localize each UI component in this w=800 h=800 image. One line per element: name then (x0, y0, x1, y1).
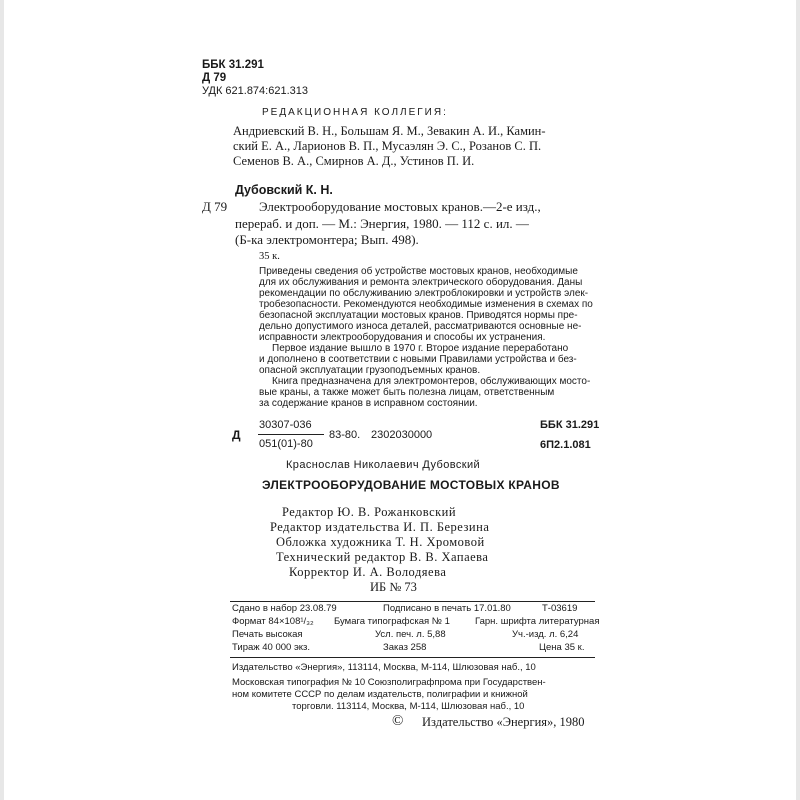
copyright-icon: © (392, 713, 404, 729)
abstract-line: и дополнено в соответствии с новыми Правилами устройства и без- (259, 354, 577, 365)
book-title: ЭЛЕКТРООБОРУДОВАНИЕ МОСТОВЫХ КРАНОВ (262, 478, 560, 492)
index-code: 6П2.1.081 (540, 439, 591, 451)
index-number: 2302030000 (371, 429, 433, 441)
board-line: Семенов В. А., Смирнов А. Д., Устинов П. И. (233, 154, 475, 168)
book-description-line: Электрооборудование мостовых кранов.—2-е изд., (259, 199, 541, 214)
staff-cover-artist: Обложка художника Т. Н. Хромовой (276, 535, 485, 549)
spec-cell: Усл. печ. л. 5,88 (375, 629, 446, 640)
abstract-line: Книга предназначена для электромонтеров, обслуживающих мосто- (272, 376, 591, 387)
staff-editor: Редактор Ю. В. Рожанковский (282, 505, 457, 519)
abstract-line: опасной эксплуатации грузоподъемных кранов. (259, 365, 481, 376)
editorial-board-title: РЕДАКЦИОННАЯ КОЛЛЕГИЯ: (262, 107, 448, 118)
specs-bottom-rule (230, 657, 595, 658)
fraction-line (258, 434, 324, 435)
abstract-line: вые краны, а также может быть полезна лицам, ответственным (259, 387, 555, 398)
left-border (0, 0, 4, 800)
abstract-line: Приведены сведения об устройстве мостовых кранов, необходимые (259, 266, 578, 277)
spec-cell: Бумага типографская № 1 (334, 616, 450, 627)
spec-cell: Подписано в печать 17.01.80 (383, 603, 511, 614)
staff-proofreader: Корректор И. А. Володяева (289, 565, 447, 579)
index-middle: 83-80. (329, 429, 361, 441)
abstract-line: рекомендации по обслуживанию электроблокировки и устройств элек- (259, 288, 589, 299)
author-full-name: Краснослав Николаевич Дубовский (286, 459, 481, 471)
abstract-line: исправности электрооборудования и способы их устранения. (259, 332, 546, 343)
copyright-text: Издательство «Энергия», 1980 (422, 715, 585, 729)
index-denominator: 051(01)-80 (259, 438, 313, 450)
spec-cell: Заказ 258 (383, 642, 427, 653)
spec-cell: Т-03619 (542, 603, 578, 614)
udk-code: УДК 621.874:621.313 (202, 85, 308, 97)
staff-publishing-editor: Редактор издательства И. П. Березина (270, 520, 490, 534)
board-line: ский Е. А., Ларионов В. П., Мусаэлян Э. С., Розанов С. П. (233, 139, 542, 153)
ib-number: ИБ № 73 (370, 580, 417, 594)
right-border (796, 0, 800, 800)
spec-cell: Гарн. шрифта литературная (475, 616, 600, 627)
spec-cell: Тираж 40 000 экз. (232, 642, 311, 653)
printer-line: торговли. 113114, Москва, М-114, Шлюзовая наб., 10 (292, 701, 525, 712)
spec-cell: Формат 84×108¹/₃₂ (232, 616, 314, 627)
index-bbk: ББК 31.291 (540, 419, 600, 431)
index-numerator: 30307-036 (259, 419, 312, 431)
spec-cell: Печать высокая (232, 629, 303, 640)
abstract-line: Первое издание вышло в 1970 г. Второе издание переработано (272, 343, 569, 354)
printer-line: ном комитете СССР по делам издательств, полиграфии и книжной (232, 689, 528, 700)
author-sign: Д 79 (202, 72, 227, 84)
board-line: Андриевский В. Н., Большам Я. М., Зевакин А. И., Камин- (233, 124, 546, 138)
book-description-line: перераб. и доп. — М.: Энергия, 1980. — 112 с. ил. — (235, 216, 529, 231)
spec-cell: Уч.-изд. л. 6,24 (512, 629, 579, 640)
abstract-line: дельно допустимого износа деталей, рассматриваются основные не- (259, 321, 582, 332)
abstract-line: за содержание кранов в исправном состоянии. (259, 398, 478, 409)
author-name: Дубовский К. Н. (235, 183, 333, 197)
spec-cell: Цена 35 к. (539, 642, 585, 653)
index-letter: Д (232, 428, 241, 442)
spec-cell: Сдано в набор 23.08.79 (232, 603, 337, 614)
book-description-line: (Б-ка электромонтера; Вып. 498). (235, 232, 419, 247)
bbk-code: ББК 31.291 (202, 59, 264, 71)
specs-top-rule (230, 601, 595, 602)
publisher-address: Издательство «Энергия», 113114, Москва, М-114, Шлюзовая наб., 10 (232, 662, 536, 673)
staff-technical-editor: Технический редактор В. В. Хапаева (276, 550, 489, 564)
book-price: 35 к. (259, 251, 280, 262)
abstract-line: для их обслуживания и ремонта электрического оборудования. Даны (259, 277, 583, 288)
abstract-line: безопасной эксплуатации мостовых кранов. Приводятся нормы пре- (259, 310, 578, 321)
catalog-code: Д 79 (202, 199, 228, 214)
abstract-line: тробезопасности. Рекомендуются необходимые изменения в схемах по (259, 299, 593, 310)
printer-line: Московская типография № 10 Союзполиграфпрома при Государствен- (232, 677, 546, 688)
